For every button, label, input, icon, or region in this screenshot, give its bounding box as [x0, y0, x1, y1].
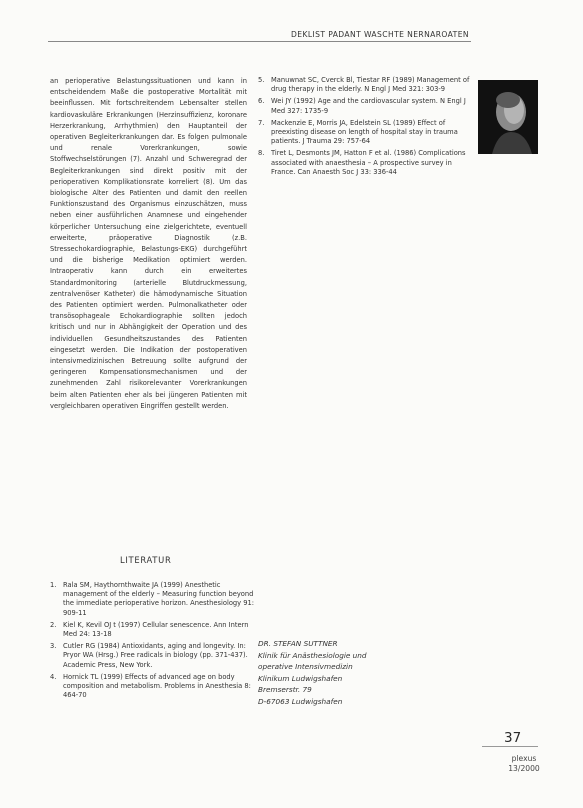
- literature-item: [50, 581, 260, 618]
- reference-item: [258, 149, 472, 177]
- address-line: Klinik für Anästhesiologie und: [258, 650, 367, 660]
- reference-number: 6.: [258, 97, 265, 106]
- reference-text: Wei JY (1992) Age and the cardiovascular system. N Engl J Med 327: 1735-9: [271, 97, 466, 115]
- literature-item: [50, 673, 260, 701]
- literature-list: [50, 581, 260, 703]
- page-number-rule: [482, 746, 538, 747]
- address-line: Bremserstr. 79: [258, 685, 312, 695]
- literature-number: 4.: [50, 672, 57, 681]
- reference-item: [258, 76, 472, 94]
- reference-text: Manuwnat SC, Cverck Bl, Tiestar RF (1989) Management of drug therapy in the elderly. N Engl J Med 321: 303-9: [271, 76, 470, 94]
- journal-name: plexus: [511, 754, 537, 763]
- address-line: operative Intensivmedizin: [258, 662, 353, 672]
- reference-text: Tiret L, Desmonts JM, Hatton F et al. (1986) Complications associated with anaesthesia – A prospective survey in France. Can Anaesth Soc J 33: 336-44: [271, 149, 466, 176]
- running-header: [0, 30, 583, 44]
- reference-list-continued: [258, 76, 472, 180]
- author-name: DR. STEFAN SUTTNER: [258, 639, 338, 648]
- header-rule: [48, 41, 471, 42]
- portrait-silhouette: [478, 80, 538, 154]
- journal-footer: [502, 754, 546, 774]
- reference-number: 7.: [258, 118, 265, 127]
- literature-text: Hornick TL (1999) Effects of advanced age on body composition and metabolism. Problems in Anesthesia 8: 464-70: [63, 672, 251, 700]
- literature-heading: LITERATUR: [120, 555, 172, 565]
- body-paragraph: an perioperative Belastungssituationen und kann in entscheidendem Maße die postoperative Mortalität mit beeinflussen. Mit fortschreitendem Lebensalter stellen kardiovaskuläre Erkrankungen (Herzinsuffizienz, koronare Herzerkrankung, Arrhythmien) den Hauptanteil der operativen Begleiterkrankungen dar. Es folgen pulmonale und renale Vorerkrankungen, sowie Stoffwechselstörungen (7). Anzahl und Schweregrad der Begleiterkrankungen sind direkt positiv mit der perioperativen Komplikationsrate korreliert (8). Um das biologische Alter des Patienten und damit den reellen Funktionszustand des Organismus einzuschätzen, muss neben einer ausführlichen Anamnese und eingehender körperlicher Untersuchung eine zielgerichtete, eventuell erweiterte, präoperative Diagnostik (z.B. Stressechokardiographie, Belastungs-EKG) durchgeführt und die bisherige Medikation optimiert werden. Intraoperativ kann durch ein erweitertes Standardmonitoring (arterielle Blutdruckmessung, zentralvenöser Katheter) die hämodynamische Situation des Patienten optimiert werden. Pulmonalkatheter oder transösophageale Echokardiographie sollten jedoch kritisch und nur in Abhängigkeit der Operation und des individuellen Gesundheitszustandes des Patienten eingesetzt werden. Die Indikation der postoperativen intensivmedizinischen Betreuung sollte aufgrund der geringeren Kompensationsmechanismen und der zunehmenden Zahl risikorelevanter Vorerkrankungen beim alten Patienten eher als bei jüngeren Patienten mit vergleichbaren operativen Eingriffen gestellt werden.: [50, 77, 247, 410]
- journal-issue: 13/2000: [508, 764, 540, 773]
- running-header-title: DEKLIST PADANT WASCHTE NERNAROATEN: [291, 30, 469, 39]
- address-line: Klinikum Ludwigshafen: [258, 673, 343, 683]
- author-portrait: [478, 80, 538, 154]
- literature-item: [50, 621, 260, 639]
- literature-text: Cutler RG (1984) Antioxidants, aging and longevity. In: Pryor WA (Hrsg.) Free radicals in biology (pp. 371-437). Academic Press, New York.: [63, 642, 248, 669]
- literature-number: 2.: [50, 620, 57, 629]
- literature-number: 1.: [50, 581, 57, 589]
- literature-text: Rala SM, Haythornthwaite JA (1999) Anesthetic management of the elderly – Measuring function beyond the immediate perioperative horizon. Anesthesiology 91: 909-11: [63, 581, 254, 617]
- reference-item: [258, 119, 472, 147]
- reference-text: Mackenzie E, Morris JA, Edelstein SL (1989) Effect of preexisting disease on length of hospital stay in trauma patients. J Trauma 29: 757-64: [271, 118, 458, 146]
- address-line: D-67063 Ludwigshafen: [258, 696, 343, 706]
- literature-text: Kiel K, Kevil OJ t (1997) Cellular senescence. Ann Intern Med 24: 13-18: [63, 620, 249, 639]
- reference-number: 8.: [258, 149, 265, 158]
- author-address: [258, 638, 458, 708]
- reference-item: [258, 97, 472, 115]
- reference-number: 5.: [258, 76, 265, 84]
- literature-item: [50, 642, 260, 670]
- literature-number: 3.: [50, 642, 57, 651]
- page-number: 37: [504, 730, 522, 746]
